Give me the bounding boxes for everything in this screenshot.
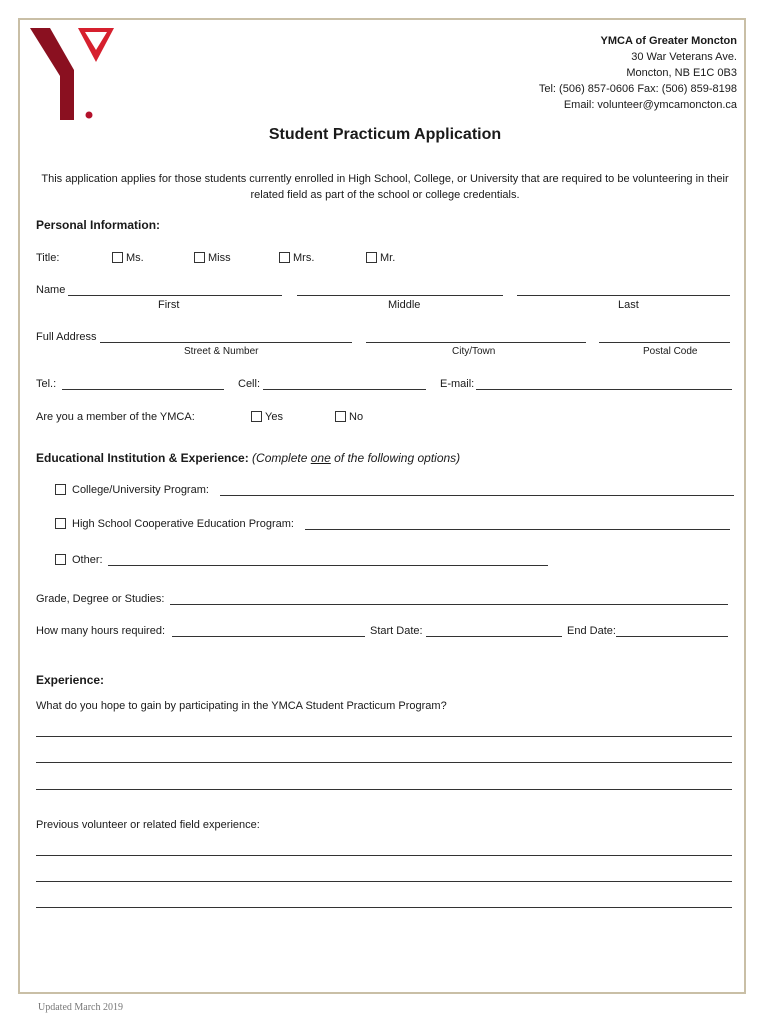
footer-updated: Updated March 2019 <box>38 1002 123 1013</box>
street-caption: Street & Number <box>184 346 259 357</box>
grade-label: Grade, Degree or Studies: <box>36 593 165 605</box>
page-border <box>18 18 746 994</box>
start-date-field[interactable] <box>426 636 562 637</box>
highschool-field[interactable] <box>305 529 730 530</box>
experience-question-1: What do you hope to gain by participating in the YMCA Student Practicum Program? <box>36 700 447 712</box>
org-email: Email: volunteer@ymcamoncton.ca <box>563 99 737 111</box>
street-field[interactable] <box>100 342 352 343</box>
college-checkbox[interactable] <box>55 484 66 495</box>
education-heading <box>36 451 460 465</box>
hours-label: How many hours required: <box>36 625 166 637</box>
title-mrs-label: Mrs. <box>293 252 315 264</box>
last-caption: Last <box>618 299 639 311</box>
org-address-line2: Moncton, NB E1C 0B3 <box>626 67 737 79</box>
intro-text: This application applies for those students currently enrolled in High School, College, or University that are required to be volunteering in their related field as part of the school or college credentials. <box>41 173 729 201</box>
organization-address <box>539 33 737 113</box>
member-no-checkbox[interactable] <box>335 411 346 422</box>
answer-1-line-3[interactable] <box>36 789 732 790</box>
middle-caption: Middle <box>388 299 421 311</box>
end-date-label: End Date: <box>567 625 616 637</box>
note-post: of the following options) <box>330 451 461 465</box>
postal-code-field[interactable] <box>599 342 730 343</box>
hours-field[interactable] <box>172 636 365 637</box>
city-field[interactable] <box>366 342 586 343</box>
org-name: YMCA of Greater Moncton <box>600 35 737 47</box>
title-mrs-checkbox[interactable] <box>279 252 290 263</box>
cell-label: Cell: <box>238 378 261 390</box>
email-field[interactable] <box>476 389 732 390</box>
tel-label: Tel.: <box>36 378 57 390</box>
title-mr-label: Mr. <box>380 252 396 264</box>
org-phones: Tel: (506) 857-0606 Fax: (506) 859-8198 <box>538 83 737 95</box>
experience-question-2: Previous volunteer or related field experience: <box>36 819 260 831</box>
member-yes-label: Yes <box>265 411 283 423</box>
title-mr-checkbox[interactable] <box>366 252 377 263</box>
tel-field[interactable] <box>62 389 224 390</box>
grade-field[interactable] <box>170 604 728 605</box>
answer-1-line-2[interactable] <box>36 762 732 763</box>
last-name-field[interactable] <box>517 295 730 296</box>
member-question: Are you a member of the YMCA: <box>36 411 195 423</box>
postal-caption: Postal Code <box>643 346 698 357</box>
first-name-field[interactable] <box>68 295 282 296</box>
city-caption: City/Town <box>452 346 496 357</box>
college-label: College/University Program: <box>72 484 209 496</box>
title-ms-label: Ms. <box>126 252 144 264</box>
other-label: Other: <box>72 554 103 566</box>
cell-field[interactable] <box>263 389 426 390</box>
note-underline: one <box>310 451 331 465</box>
highschool-checkbox[interactable] <box>55 518 66 529</box>
middle-name-field[interactable] <box>297 295 503 296</box>
email-label: E-mail: <box>440 378 475 390</box>
college-field[interactable] <box>220 495 734 496</box>
answer-1-line-1[interactable] <box>36 736 732 737</box>
title-miss-label: Miss <box>208 252 231 264</box>
note-pre: (Complete <box>252 451 311 465</box>
first-caption: First <box>158 299 180 311</box>
personal-heading: Personal Information: <box>36 218 161 232</box>
answer-2-line-3[interactable] <box>36 907 732 908</box>
experience-heading: Experience: <box>36 673 105 687</box>
start-date-label: Start Date: <box>370 625 423 637</box>
member-no-label: No <box>349 411 364 423</box>
highschool-label: High School Cooperative Education Program: <box>72 518 294 530</box>
ymca-logo <box>30 28 114 120</box>
answer-2-line-1[interactable] <box>36 855 732 856</box>
answer-2-line-2[interactable] <box>36 881 732 882</box>
education-heading-text: Educational Institution & Experience: <box>36 451 249 465</box>
name-label: Name <box>36 284 66 296</box>
other-field[interactable] <box>108 565 548 566</box>
other-checkbox[interactable] <box>55 554 66 565</box>
org-address-line1: 30 War Veterans Ave. <box>631 51 737 63</box>
end-date-field[interactable] <box>616 636 728 637</box>
education-note <box>252 451 460 465</box>
member-yes-checkbox[interactable] <box>251 411 262 422</box>
title-label: Title: <box>36 252 60 264</box>
title-ms-checkbox[interactable] <box>112 252 123 263</box>
page-title: Student Practicum Application <box>268 126 502 143</box>
title-miss-checkbox[interactable] <box>194 252 205 263</box>
address-label: Full Address <box>36 331 97 343</box>
